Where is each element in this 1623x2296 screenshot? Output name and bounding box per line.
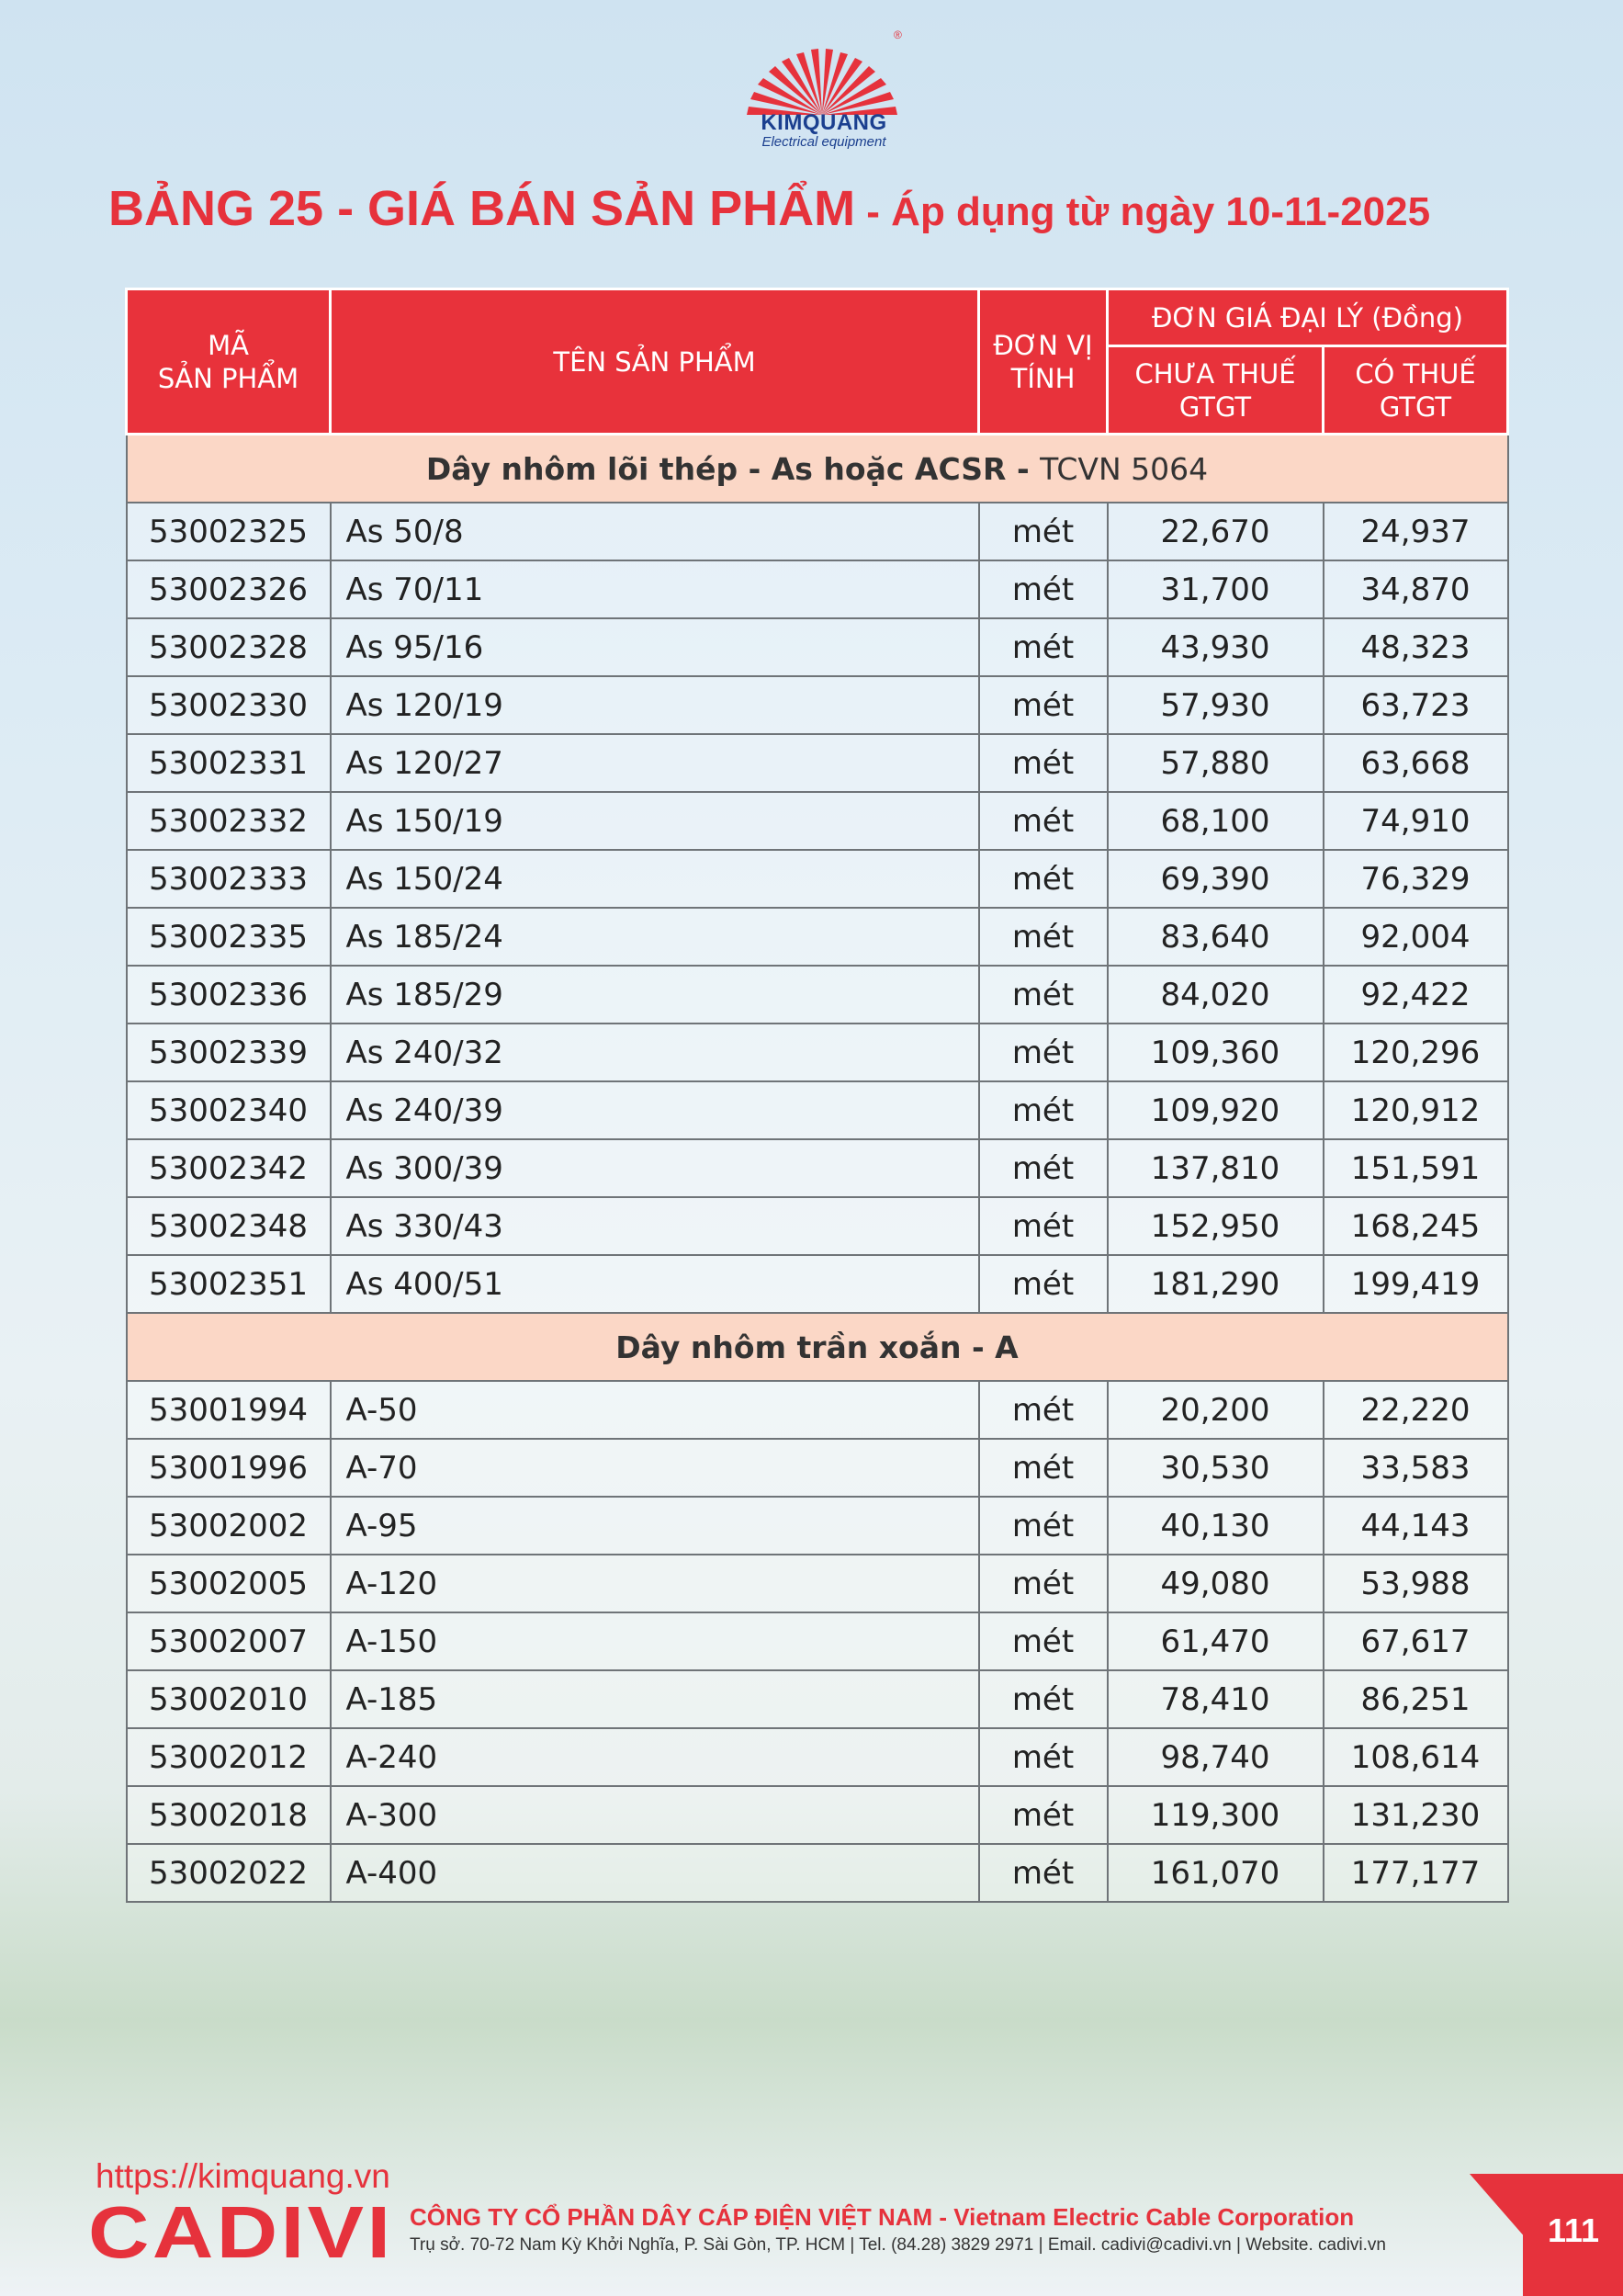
- price-pre-tax: 30,530: [1108, 1439, 1324, 1497]
- price-with-tax: 67,617: [1324, 1612, 1508, 1670]
- table-row: [127, 1612, 1508, 1670]
- product-name: As 150/19: [331, 792, 979, 850]
- table-row: [127, 1439, 1508, 1497]
- price-with-tax: 63,723: [1324, 676, 1508, 734]
- product-code: 53001994: [127, 1381, 331, 1439]
- price-pre-tax: 69,390: [1108, 850, 1324, 908]
- product-unit: mét: [979, 1024, 1108, 1081]
- product-code: 53002328: [127, 618, 331, 676]
- product-code: 53002332: [127, 792, 331, 850]
- product-name: As 120/27: [331, 734, 979, 792]
- product-unit: mét: [979, 1844, 1108, 1902]
- table-row: [127, 1197, 1508, 1255]
- product-name: A-300: [331, 1786, 979, 1844]
- price-with-tax: 92,422: [1324, 966, 1508, 1024]
- table-row: [127, 1728, 1508, 1786]
- product-name: A-95: [331, 1497, 979, 1555]
- table-row: [127, 1381, 1508, 1439]
- price-pre-tax: 40,130: [1108, 1497, 1324, 1555]
- product-name: A-70: [331, 1439, 979, 1497]
- product-unit: mét: [979, 1255, 1108, 1313]
- product-code: 53002340: [127, 1081, 331, 1139]
- product-code: 53002348: [127, 1197, 331, 1255]
- table-row: [127, 1786, 1508, 1844]
- product-name: As 70/11: [331, 560, 979, 618]
- price-pre-tax: 61,470: [1108, 1612, 1324, 1670]
- price-with-tax: 34,870: [1324, 560, 1508, 618]
- table-row: [127, 1844, 1508, 1902]
- price-with-tax: 63,668: [1324, 734, 1508, 792]
- section-title-text: Dây nhôm lõi thép - As hoặc ACSR -: [425, 450, 1041, 487]
- product-unit: mét: [979, 1728, 1108, 1786]
- section-title-text: Dây nhôm trần xoắn - A: [615, 1329, 1019, 1365]
- website-link[interactable]: https://kimquang.vn: [96, 2157, 390, 2195]
- price-with-tax: 48,323: [1324, 618, 1508, 676]
- price-pre-tax: 98,740: [1108, 1728, 1324, 1786]
- table-row: [127, 966, 1508, 1024]
- product-unit: mét: [979, 1081, 1108, 1139]
- table-row: [127, 1024, 1508, 1081]
- section-standard: TCVN 5064: [1040, 450, 1209, 487]
- product-name: As 240/39: [331, 1081, 979, 1139]
- price-with-tax: 92,004: [1324, 908, 1508, 966]
- price-pre-tax: 22,670: [1108, 503, 1324, 560]
- company-name: CÔNG TY CỔ PHẦN DÂY CÁP ĐIỆN VIỆT NAM - Vietnam Electric Cable Corporation: [410, 2203, 1355, 2231]
- price-table: [125, 288, 1509, 1903]
- header-price-group: ĐƠN GIÁ ĐẠI LÝ (Đồng): [1108, 289, 1508, 346]
- product-unit: mét: [979, 676, 1108, 734]
- price-pre-tax: 31,700: [1108, 560, 1324, 618]
- product-unit: mét: [979, 734, 1108, 792]
- price-pre-tax: 161,070: [1108, 1844, 1324, 1902]
- product-name: As 50/8: [331, 503, 979, 560]
- price-pre-tax: 49,080: [1108, 1555, 1324, 1612]
- header-unit: ĐƠN VỊ TÍNH: [979, 289, 1108, 435]
- product-code: 53002336: [127, 966, 331, 1024]
- product-unit: mét: [979, 1439, 1108, 1497]
- price-with-tax: 24,937: [1324, 503, 1508, 560]
- price-pre-tax: 119,300: [1108, 1786, 1324, 1844]
- company-address: Trụ sở. 70-72 Nam Kỳ Khởi Nghĩa, P. Sài Gòn, TP. HCM | Tel. (84.28) 3829 2971 | Email. cadivi@cadivi.vn | Website. cadivi.vn: [410, 2235, 1386, 2255]
- table-row: [127, 908, 1508, 966]
- price-with-tax: 168,245: [1324, 1197, 1508, 1255]
- header-pre-tax: CHƯA THUẾ GTGT: [1108, 346, 1324, 435]
- price-with-tax: 151,591: [1324, 1139, 1508, 1197]
- price-pre-tax: 152,950: [1108, 1197, 1324, 1255]
- price-pre-tax: 68,100: [1108, 792, 1324, 850]
- product-unit: mét: [979, 1139, 1108, 1197]
- product-unit: mét: [979, 1612, 1108, 1670]
- product-name: A-185: [331, 1670, 979, 1728]
- price-pre-tax: 57,930: [1108, 676, 1324, 734]
- product-code: 53002012: [127, 1728, 331, 1786]
- product-code: 53002007: [127, 1612, 331, 1670]
- product-code: 53002326: [127, 560, 331, 618]
- price-with-tax: 22,220: [1324, 1381, 1508, 1439]
- price-pre-tax: 43,930: [1108, 618, 1324, 676]
- cadivi-logo: CADIVI: [88, 2191, 394, 2273]
- price-with-tax: 53,988: [1324, 1555, 1508, 1612]
- product-unit: mét: [979, 966, 1108, 1024]
- price-with-tax: 120,912: [1324, 1081, 1508, 1139]
- product-unit: mét: [979, 1786, 1108, 1844]
- product-code: 53002335: [127, 908, 331, 966]
- product-unit: mét: [979, 1555, 1108, 1612]
- table-row: [127, 850, 1508, 908]
- product-name: A-120: [331, 1555, 979, 1612]
- table-row: [127, 1670, 1508, 1728]
- product-name: As 185/24: [331, 908, 979, 966]
- product-name: As 185/29: [331, 966, 979, 1024]
- product-code: 53002018: [127, 1786, 331, 1844]
- section-title: [127, 1313, 1508, 1381]
- table-row: [127, 1255, 1508, 1313]
- price-pre-tax: 57,880: [1108, 734, 1324, 792]
- product-name: As 330/43: [331, 1197, 979, 1255]
- price-with-tax: 33,583: [1324, 1439, 1508, 1497]
- product-code: 53002005: [127, 1555, 331, 1612]
- price-pre-tax: 83,640: [1108, 908, 1324, 966]
- brand-name: KIMQUANG: [761, 110, 887, 135]
- header-code: MÃ SẢN PHẨM: [127, 289, 331, 435]
- table-row: [127, 618, 1508, 676]
- product-name: As 400/51: [331, 1255, 979, 1313]
- page-number: 111: [1547, 2211, 1600, 2249]
- product-name: As 300/39: [331, 1139, 979, 1197]
- product-code: 53002002: [127, 1497, 331, 1555]
- product-unit: mét: [979, 1197, 1108, 1255]
- table-row: [127, 503, 1508, 560]
- table-row: [127, 734, 1508, 792]
- price-with-tax: 44,143: [1324, 1497, 1508, 1555]
- product-unit: mét: [979, 792, 1108, 850]
- price-with-tax: 120,296: [1324, 1024, 1508, 1081]
- product-code: 53002325: [127, 503, 331, 560]
- product-name: A-400: [331, 1844, 979, 1902]
- price-with-tax: 76,329: [1324, 850, 1508, 908]
- header-name: TÊN SẢN PHẨM: [331, 289, 979, 435]
- header-with-tax: CÓ THUẾ GTGT: [1324, 346, 1508, 435]
- product-code: 53001996: [127, 1439, 331, 1497]
- price-pre-tax: 84,020: [1108, 966, 1324, 1024]
- product-unit: mét: [979, 850, 1108, 908]
- table-row: [127, 1497, 1508, 1555]
- product-code: 53002022: [127, 1844, 331, 1902]
- price-pre-tax: 181,290: [1108, 1255, 1324, 1313]
- price-with-tax: 177,177: [1324, 1844, 1508, 1902]
- product-name: A-240: [331, 1728, 979, 1786]
- section-header: [127, 435, 1508, 503]
- product-name: As 120/19: [331, 676, 979, 734]
- product-unit: mét: [979, 908, 1108, 966]
- price-pre-tax: 109,360: [1108, 1024, 1324, 1081]
- price-pre-tax: 20,200: [1108, 1381, 1324, 1439]
- price-pre-tax: 137,810: [1108, 1139, 1324, 1197]
- table-row: [127, 792, 1508, 850]
- section-title: [127, 435, 1508, 503]
- price-with-tax: 108,614: [1324, 1728, 1508, 1786]
- title-main: BẢNG 25 - GIÁ BÁN SẢN PHẨM: [108, 181, 856, 236]
- table-row: [127, 560, 1508, 618]
- price-pre-tax: 109,920: [1108, 1081, 1324, 1139]
- price-with-tax: 199,419: [1324, 1255, 1508, 1313]
- table-row: [127, 676, 1508, 734]
- product-name: As 150/24: [331, 850, 979, 908]
- product-code: 53002351: [127, 1255, 331, 1313]
- product-name: A-50: [331, 1381, 979, 1439]
- product-name: A-150: [331, 1612, 979, 1670]
- section-header: [127, 1313, 1508, 1381]
- product-unit: mét: [979, 560, 1108, 618]
- product-name: As 240/32: [331, 1024, 979, 1081]
- price-with-tax: 86,251: [1324, 1670, 1508, 1728]
- title-sub: - Áp dụng từ ngày 10-11-2025: [855, 189, 1431, 234]
- price-with-tax: 131,230: [1324, 1786, 1508, 1844]
- price-table-body: [127, 435, 1508, 1903]
- product-unit: mét: [979, 1381, 1108, 1439]
- product-name: As 95/16: [331, 618, 979, 676]
- page-title: [108, 180, 1541, 237]
- product-code: 53002342: [127, 1139, 331, 1197]
- registered-mark: ®: [894, 28, 902, 41]
- product-unit: mét: [979, 503, 1108, 560]
- price-pre-tax: 78,410: [1108, 1670, 1324, 1728]
- table-row: [127, 1555, 1508, 1612]
- product-unit: mét: [979, 1497, 1108, 1555]
- product-unit: mét: [979, 618, 1108, 676]
- product-unit: mét: [979, 1670, 1108, 1728]
- brand-tagline: Electrical equipment: [761, 134, 886, 150]
- price-with-tax: 74,910: [1324, 792, 1508, 850]
- sunburst-logo-icon: [730, 28, 914, 119]
- product-code: 53002010: [127, 1670, 331, 1728]
- product-code: 53002333: [127, 850, 331, 908]
- product-code: 53002339: [127, 1024, 331, 1081]
- product-code: 53002330: [127, 676, 331, 734]
- table-row: [127, 1139, 1508, 1197]
- table-row: [127, 1081, 1508, 1139]
- product-code: 53002331: [127, 734, 331, 792]
